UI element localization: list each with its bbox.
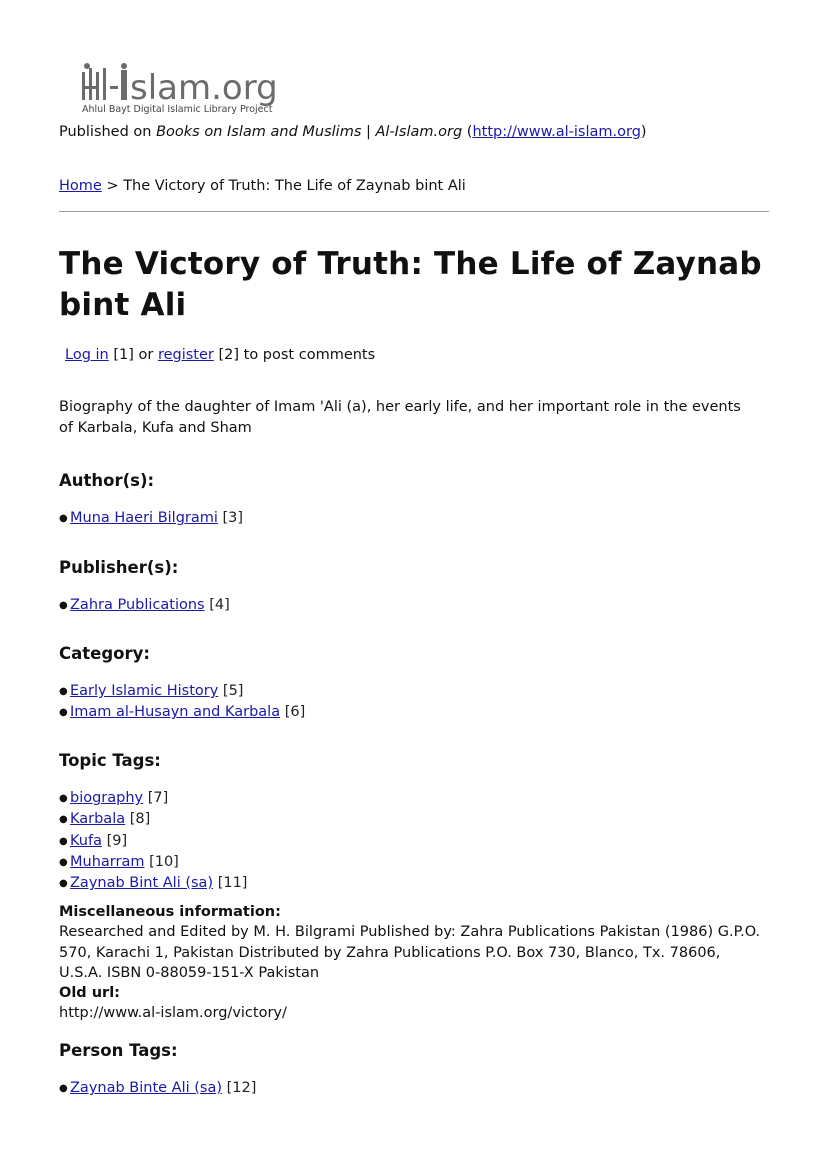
bullet-icon: ●: [59, 686, 68, 697]
bullet-icon: ●: [59, 835, 68, 847]
list-item: [59, 852, 764, 873]
ref-number: [6]: [284, 704, 306, 721]
authors-section: [59, 470, 764, 529]
topic-tag-link[interactable]: Zaynab Bint Ali (sa): [70, 875, 214, 892]
bullet-icon: ●: [59, 513, 68, 524]
breadcrumb-current: The Victory of Truth: The Life of Zaynab bint Ali: [123, 178, 466, 194]
misc-text: Researched and Edited by M. H. Bilgrami Published by: Zahra Publications Pakistan (1986) G.P.O. 570, Karachi 1, Pakistan Distributed by Zahra Publications P.O. Box 730, Blanco, Tx. 78606, U.S.A. ISBN 0-88059-151-X Pakistan: [59, 924, 761, 981]
authors-list: [59, 508, 764, 529]
topic-tags-list: [59, 788, 764, 894]
bullet-icon: ●: [59, 878, 68, 890]
topic-tag-link[interactable]: Muharram: [70, 853, 145, 870]
or-text: or: [138, 347, 154, 363]
login-ref: [1]: [113, 347, 134, 363]
page-title: The Victory of Truth: The Life of Zaynab bint Ali: [59, 246, 762, 323]
misc-heading: Miscellaneous information:: [59, 904, 281, 920]
bullet-icon: ●: [59, 707, 68, 719]
published-on-line: Published on Books on Islam and Muslims | Al-Islam.org (http://www.al-islam.org): [59, 124, 647, 140]
logo-tagline: Ahlul Bayt Digital Islamic Library Project: [82, 104, 273, 114]
login-register-line: [65, 347, 375, 363]
category-link[interactable]: Early Islamic History: [70, 683, 219, 699]
bullet-icon: ●: [59, 793, 68, 804]
old-url-label: Old url:: [59, 985, 120, 1002]
authors-heading: Author(s):: [59, 471, 155, 490]
list-item: [59, 831, 764, 852]
publishers-heading: Publisher(s):: [59, 558, 179, 577]
divider: [59, 211, 769, 212]
list-item: [59, 788, 764, 809]
bullet-icon: ●: [59, 1083, 68, 1094]
person-tags-section: [59, 1040, 764, 1099]
publishers-list: [59, 595, 764, 616]
bullet-icon: ●: [59, 814, 68, 826]
bullet-icon: ●: [59, 600, 68, 611]
login-suffix: to post comments: [243, 347, 376, 363]
misc-info: [59, 902, 764, 1024]
topic-tag-link[interactable]: biography: [70, 790, 144, 806]
topic-tag-link[interactable]: Karbala: [70, 811, 126, 828]
ref-number: [5]: [222, 683, 244, 699]
category-heading: Category:: [59, 644, 150, 663]
breadcrumb-home-link[interactable]: Home: [59, 178, 102, 194]
ref-number: [11]: [217, 875, 248, 892]
list-item: [59, 681, 764, 702]
site-logo[interactable]: [79, 62, 311, 114]
list-item: [59, 809, 764, 830]
site-url-link[interactable]: http://www.al-islam.org: [472, 124, 641, 140]
ref-number: [10]: [149, 853, 179, 870]
ref-number: [3]: [222, 510, 244, 526]
ref-number: [8]: [129, 811, 151, 828]
ref-number: [9]: [106, 832, 128, 849]
breadcrumb: [59, 178, 466, 194]
ref-number: [12]: [226, 1080, 257, 1096]
list-item: [59, 702, 764, 723]
category-section: [59, 643, 764, 724]
list-item: [59, 595, 764, 616]
publishers-section: [59, 557, 764, 616]
publisher-link[interactable]: Zahra Publications: [70, 597, 205, 613]
list-item: [59, 508, 764, 529]
old-url-value: http://www.al-islam.org/victory/: [59, 1005, 287, 1022]
breadcrumb-separator: >: [106, 178, 119, 194]
site-name: Books on Islam and Muslims | Al-Islam.org: [156, 124, 463, 140]
author-link[interactable]: Muna Haeri Bilgrami: [70, 510, 218, 526]
topic-tags-heading: Topic Tags:: [59, 751, 161, 770]
published-prefix: Published on: [59, 124, 152, 140]
al-islam-logo-icon: [79, 62, 311, 114]
person-tags-list: [59, 1078, 764, 1099]
topic-tag-link[interactable]: Kufa: [70, 832, 102, 849]
list-item: [59, 1078, 764, 1099]
svg-text:slam.org: slam.org: [130, 68, 278, 108]
register-ref: [2]: [218, 347, 240, 363]
person-tag-link[interactable]: Zaynab Binte Ali (sa): [70, 1080, 223, 1096]
category-list: [59, 681, 764, 724]
list-item: [59, 873, 764, 894]
person-tags-heading: Person Tags:: [59, 1041, 178, 1060]
category-link[interactable]: Imam al-Husayn and Karbala: [70, 704, 281, 721]
ref-number: [4]: [209, 597, 230, 613]
ref-number: [7]: [147, 790, 169, 806]
topic-tags-section: [59, 750, 764, 894]
register-link[interactable]: register: [157, 347, 214, 363]
bullet-icon: ●: [59, 856, 68, 868]
book-description: Biography of the daughter of Imam 'Ali (a), her early life, and her important role in the events of Karbala, Kufa and Sham: [59, 399, 741, 436]
login-link[interactable]: Log in: [65, 347, 109, 363]
